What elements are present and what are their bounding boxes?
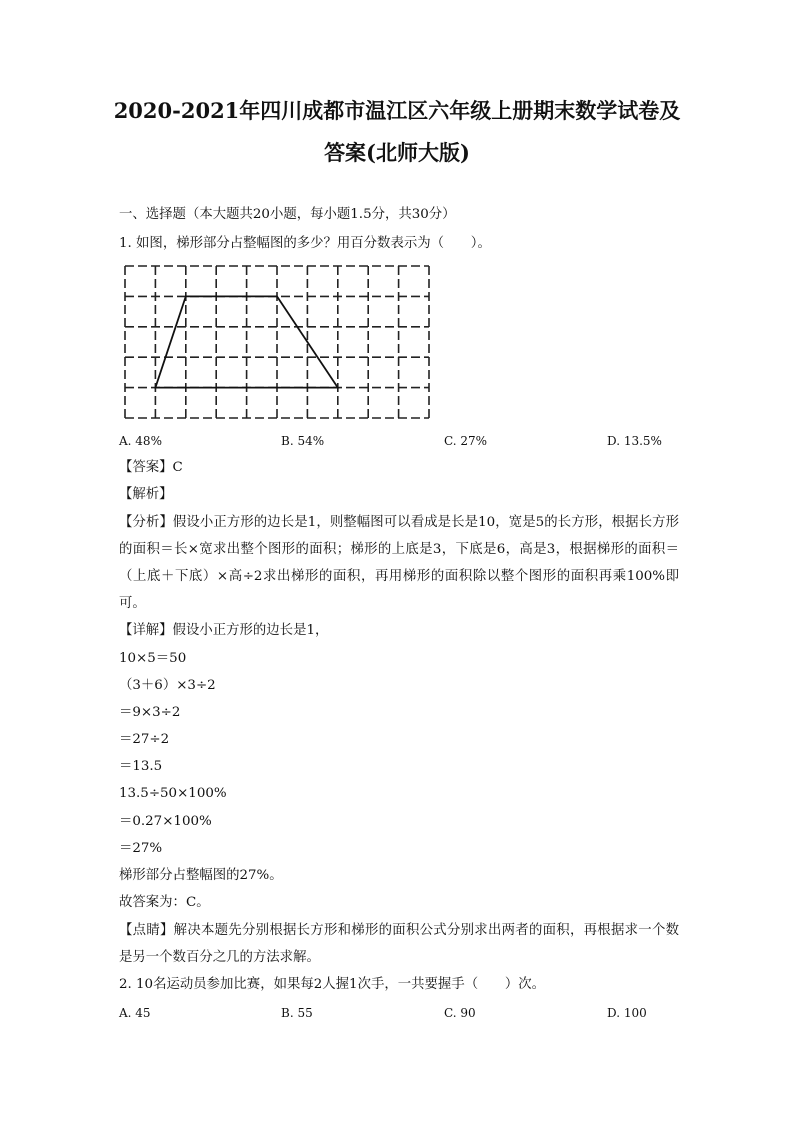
q2-option-c: C. 90 (444, 1006, 476, 1020)
q2-option-a: A. 45 (119, 1006, 151, 1020)
section-heading: 一、选择题（本大题共20小题，每小题1.5分，共30分） (119, 207, 456, 222)
question-2-stem: 2. 10名运动员参加比赛，如果每2人握1次手，一共要握手（ ）次。 (119, 977, 546, 992)
q1-step: 10×5＝50 (119, 651, 187, 666)
q1-step: ＝9×3÷2 (119, 705, 181, 720)
q1-step: ＝0.27×100% (119, 814, 212, 829)
q1-option-d: D. 13.5% (607, 434, 662, 448)
q1-xiangjie: 【详解】假设小正方形的边长是1， (119, 623, 329, 638)
q1-final-answer: 故答案为：C。 (119, 895, 210, 910)
document-title-line2: 答案(北师大版) (324, 140, 470, 165)
q1-option-a: A. 48% (119, 434, 162, 448)
trapezoid-grid-figure (122, 263, 432, 419)
q2-option-d: D. 100 (607, 1006, 647, 1020)
q1-step: ＝27÷2 (119, 732, 170, 747)
q1-fenxi-paragraph: 【分析】假设小正方形的边长是1，则整幅图可以看成是长是10，宽是5的长方形，根据长方形的面积＝长×宽求出整个图形的面积；梯形的上底是3，下底是6，高是3，根据梯形的面积＝（上底＋下底）×高÷2求出梯形的面积，再用梯形的面积除以整个图形的面积再乘100%即可。 (119, 515, 679, 611)
q1-answer: 【答案】C (119, 460, 183, 475)
question-1-stem: 1. 如图，梯形部分占整幅图的多少？用百分数表示为（ ）。 (119, 236, 491, 251)
q1-step: （3＋6）×3÷2 (119, 678, 216, 693)
q1-step: ＝13.5 (119, 759, 163, 774)
q1-option-b: B. 54% (281, 434, 325, 448)
q1-analysis-label: 【解析】 (119, 487, 173, 502)
q1-step: 13.5÷50×100% (119, 786, 227, 801)
q1-dianjing-paragraph: 【点睛】解决本题先分别根据长方形和梯形的面积公式分别求出两者的面积，再根据求一个数是另一个数百分之几的方法求解。 (119, 923, 679, 965)
q1-step: ＝27% (119, 841, 163, 856)
q2-option-b: B. 55 (281, 1006, 313, 1020)
q1-option-c: C. 27% (444, 434, 488, 448)
document-title-line1: 2020-2021年四川成都市温江区六年级上册期末数学试卷及 (113, 98, 681, 123)
q1-conclusion: 梯形部分占整幅图的27%。 (119, 868, 283, 883)
